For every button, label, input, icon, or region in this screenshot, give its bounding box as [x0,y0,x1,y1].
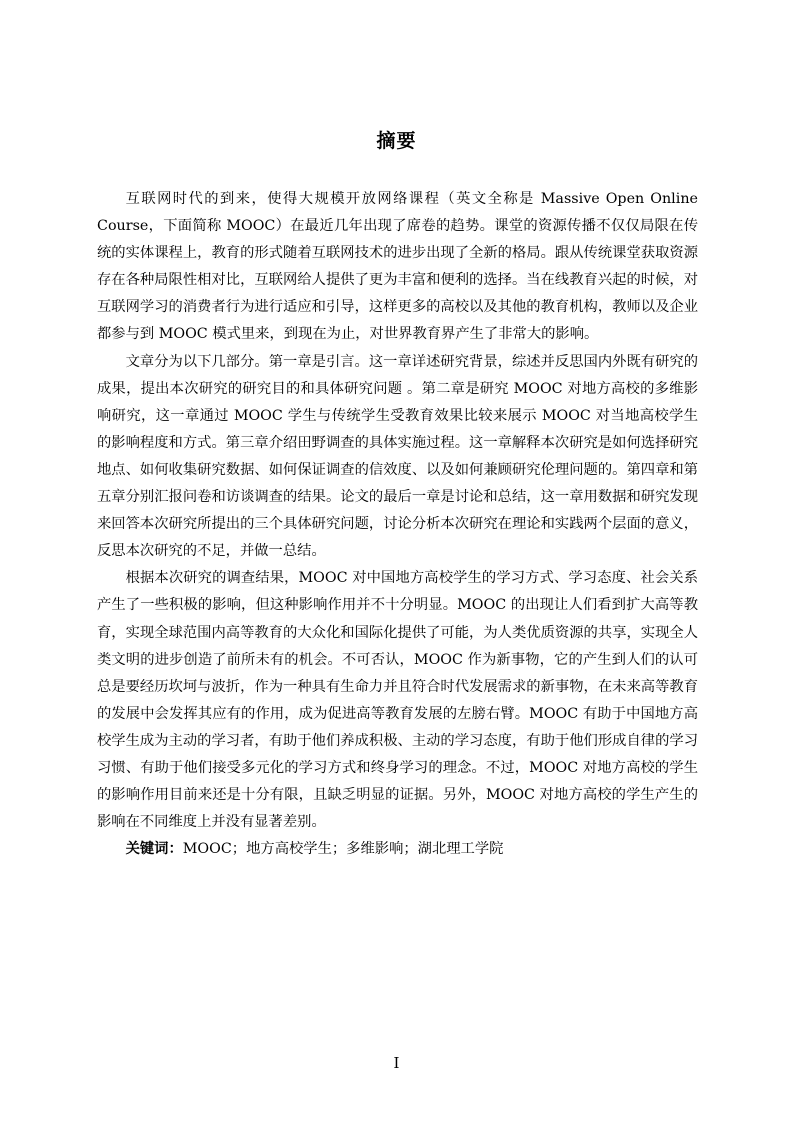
keywords-text: MOOC；地方高校学生；多维影响；湖北理工学院 [182,841,504,858]
abstract-paragraph-3: 根据本次研究的调查结果，MOOC 对中国地方高校学生的学习方式、学习态度、社会关系产生了一些积极的影响，但这种影响作用并不十分明显。MOOC 的出现让人们看到扩大高等教育，实现全球范围内高等教育的大众化和国际化提供了可能，为人类优质资源的共享，实现全人类文明的进步创造了前所未有的机会。不可否认，MOOC 作为新事物，它的产生到人们的认可总是要经历坎坷与波折，作为一种具有生命力并且符合时代发展需求的新事物，在未来高等教育的发展中会发挥其应有的作用，成为促进高等教育发展的左膀右臂。MOOC 有助于中国地方高校学生成为主动的学习者，有助于他们养成积极、主动的学习态度，有助于他们形成自律的学习习惯、有助于他们接受多元化的学习方式和终身学习的理念。不过，MOOC 对地方高校的学生的影响作用目前来还是十分有限，且缺乏明显的证据。另外，MOOC 对地方高校的学生产生的影响在不同维度上并没有显著差别。 [97,570,698,831]
abstract-body [97,186,698,863]
page-title: 摘要 [376,130,417,152]
abstract-paragraph-2: 文章分为以下几部分。第一章是引言。这一章详述研究背景，综述并反思国内外既有研究的成果，提出本次研究的研究目的和具体研究问题 。第二章是研究 MOOC 对地方高校的多维影响研究，这一章通过 MOOC 学生与传统学生受教育效果比较来展示 MOOC 对当地高校学生的影响程度和方式。第三章介绍田野调查的具体实施过程。这一章解释本次研究是如何选择研究地点、如何收集研究数据、如何保证调查的信效度、以及如何兼顾研究伦理问题的。第四章和第五章分别汇报问卷和访谈调查的结果。论文的最后一章是讨论和总结，这一章用数据和研究发现来回答本次研究所提出的三个具体研究问题，讨论分析本次研究在理论和实践两个层面的意义，反思本次研究的不足，并做一总结。 [97,353,698,560]
keywords-line [97,836,698,863]
keywords-label: 关键词： [125,841,183,858]
page-number: I [393,1054,400,1072]
abstract-paragraph-1: 互联网时代的到来，使得大规模开放网络课程（英文全称是 Massive Open Online Course，下面简称 MOOC）在最近几年出现了席卷的趋势。课堂的资源传播不仅仅局限在传统的实体课程上，教育的形式随着互联网技术的进步出现了全新的格局。跟从传统课堂获取资源存在各种局限性相对比，互联网给人提供了更为丰富和便利的选择。当在线教育兴起的时候，对互联网学习的消费者行为进行适应和引导，这样更多的高校以及其他的教育机构，教师以及企业都参与到 MOOC 模式里来，到现在为止，对世界教育界产生了非常大的影响。 [97,191,698,343]
